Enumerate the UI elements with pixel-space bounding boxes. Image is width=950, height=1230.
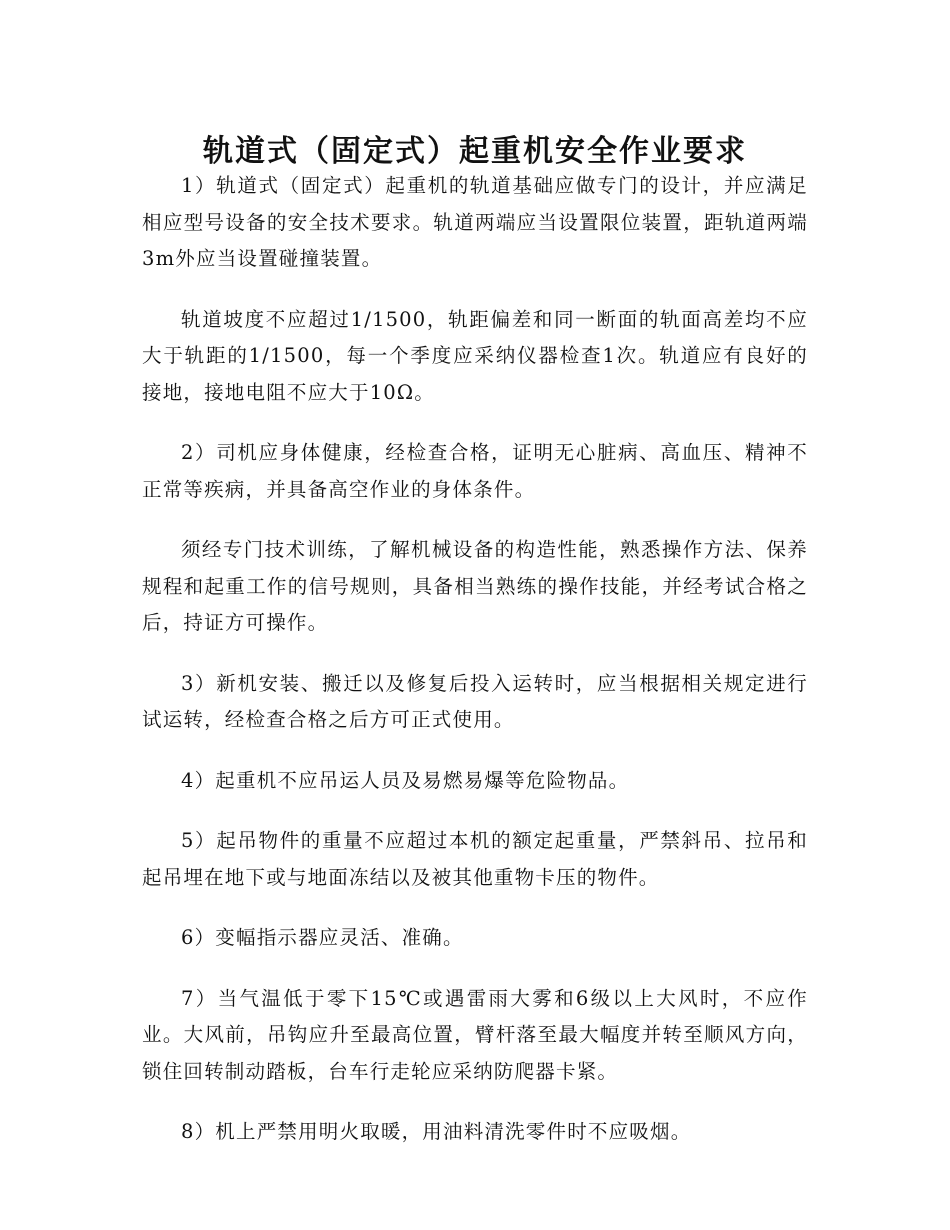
- paragraph-9: 7）当气温低于零下15℃或遇雷雨大雾和6级以上大风时，不应作业。大风前，吊钩应升至最高位置，臂杆落至最大幅度并转至顺风方向，锁住回转制动踏板，台车行走轮应采纳防爬器卡紧。: [142, 986, 808, 1083]
- document-title: 轨道式（固定式）起重机安全作业要求: [203, 134, 747, 170]
- paragraph-6: 4）起重机不应吊运人员及易燃易爆等危险物品。: [181, 768, 630, 792]
- paragraph-4: 须经专门技术训练，了解机械设备的构造性能，熟悉操作方法、保养规程和起重工作的信号规则，具备相当熟练的操作技能，并经考试合格之后，持证方可操作。: [142, 538, 808, 634]
- document-body: [142, 168, 808, 1175]
- paragraph-3: 2）司机应身体健康，经检查合格，证明无心脏病、高血压、精神不正常等疾病，并具备高空作业的身体条件。: [142, 441, 808, 501]
- paragraph-2: 轨道坡度不应超过1/1500，轨距偏差和同一断面的轨面高差均不应大于轨距的1/1500，每一个季度应采纳仪器检查1次。轨道应有良好的接地，接地电阻不应大于10Ω。: [142, 307, 808, 404]
- paragraph-10: 8）机上严禁用明火取暖，用油料清洗零件时不应吸烟。: [181, 1120, 692, 1143]
- paragraph-7: 5）起吊物件的重量不应超过本机的额定起重量，严禁斜吊、拉吊和起吊埋在地下或与地面冻结以及被其他重物卡压的物件。: [142, 829, 808, 889]
- paragraph-1: 1）轨道式（固定式）起重机的轨道基础应做专门的设计，并应满足相应型号设备的安全技术要求。轨道两端应当设置限位装置，距轨道两端3m外应当设置碰撞装置。: [142, 174, 808, 270]
- paragraph-5: 3）新机安装、搬迁以及修复后投入运转时，应当根据相关规定进行试运转，经检查合格之后方可正式使用。: [142, 671, 808, 731]
- paragraph-8: 6）变幅指示器应灵活、准确。: [181, 926, 464, 949]
